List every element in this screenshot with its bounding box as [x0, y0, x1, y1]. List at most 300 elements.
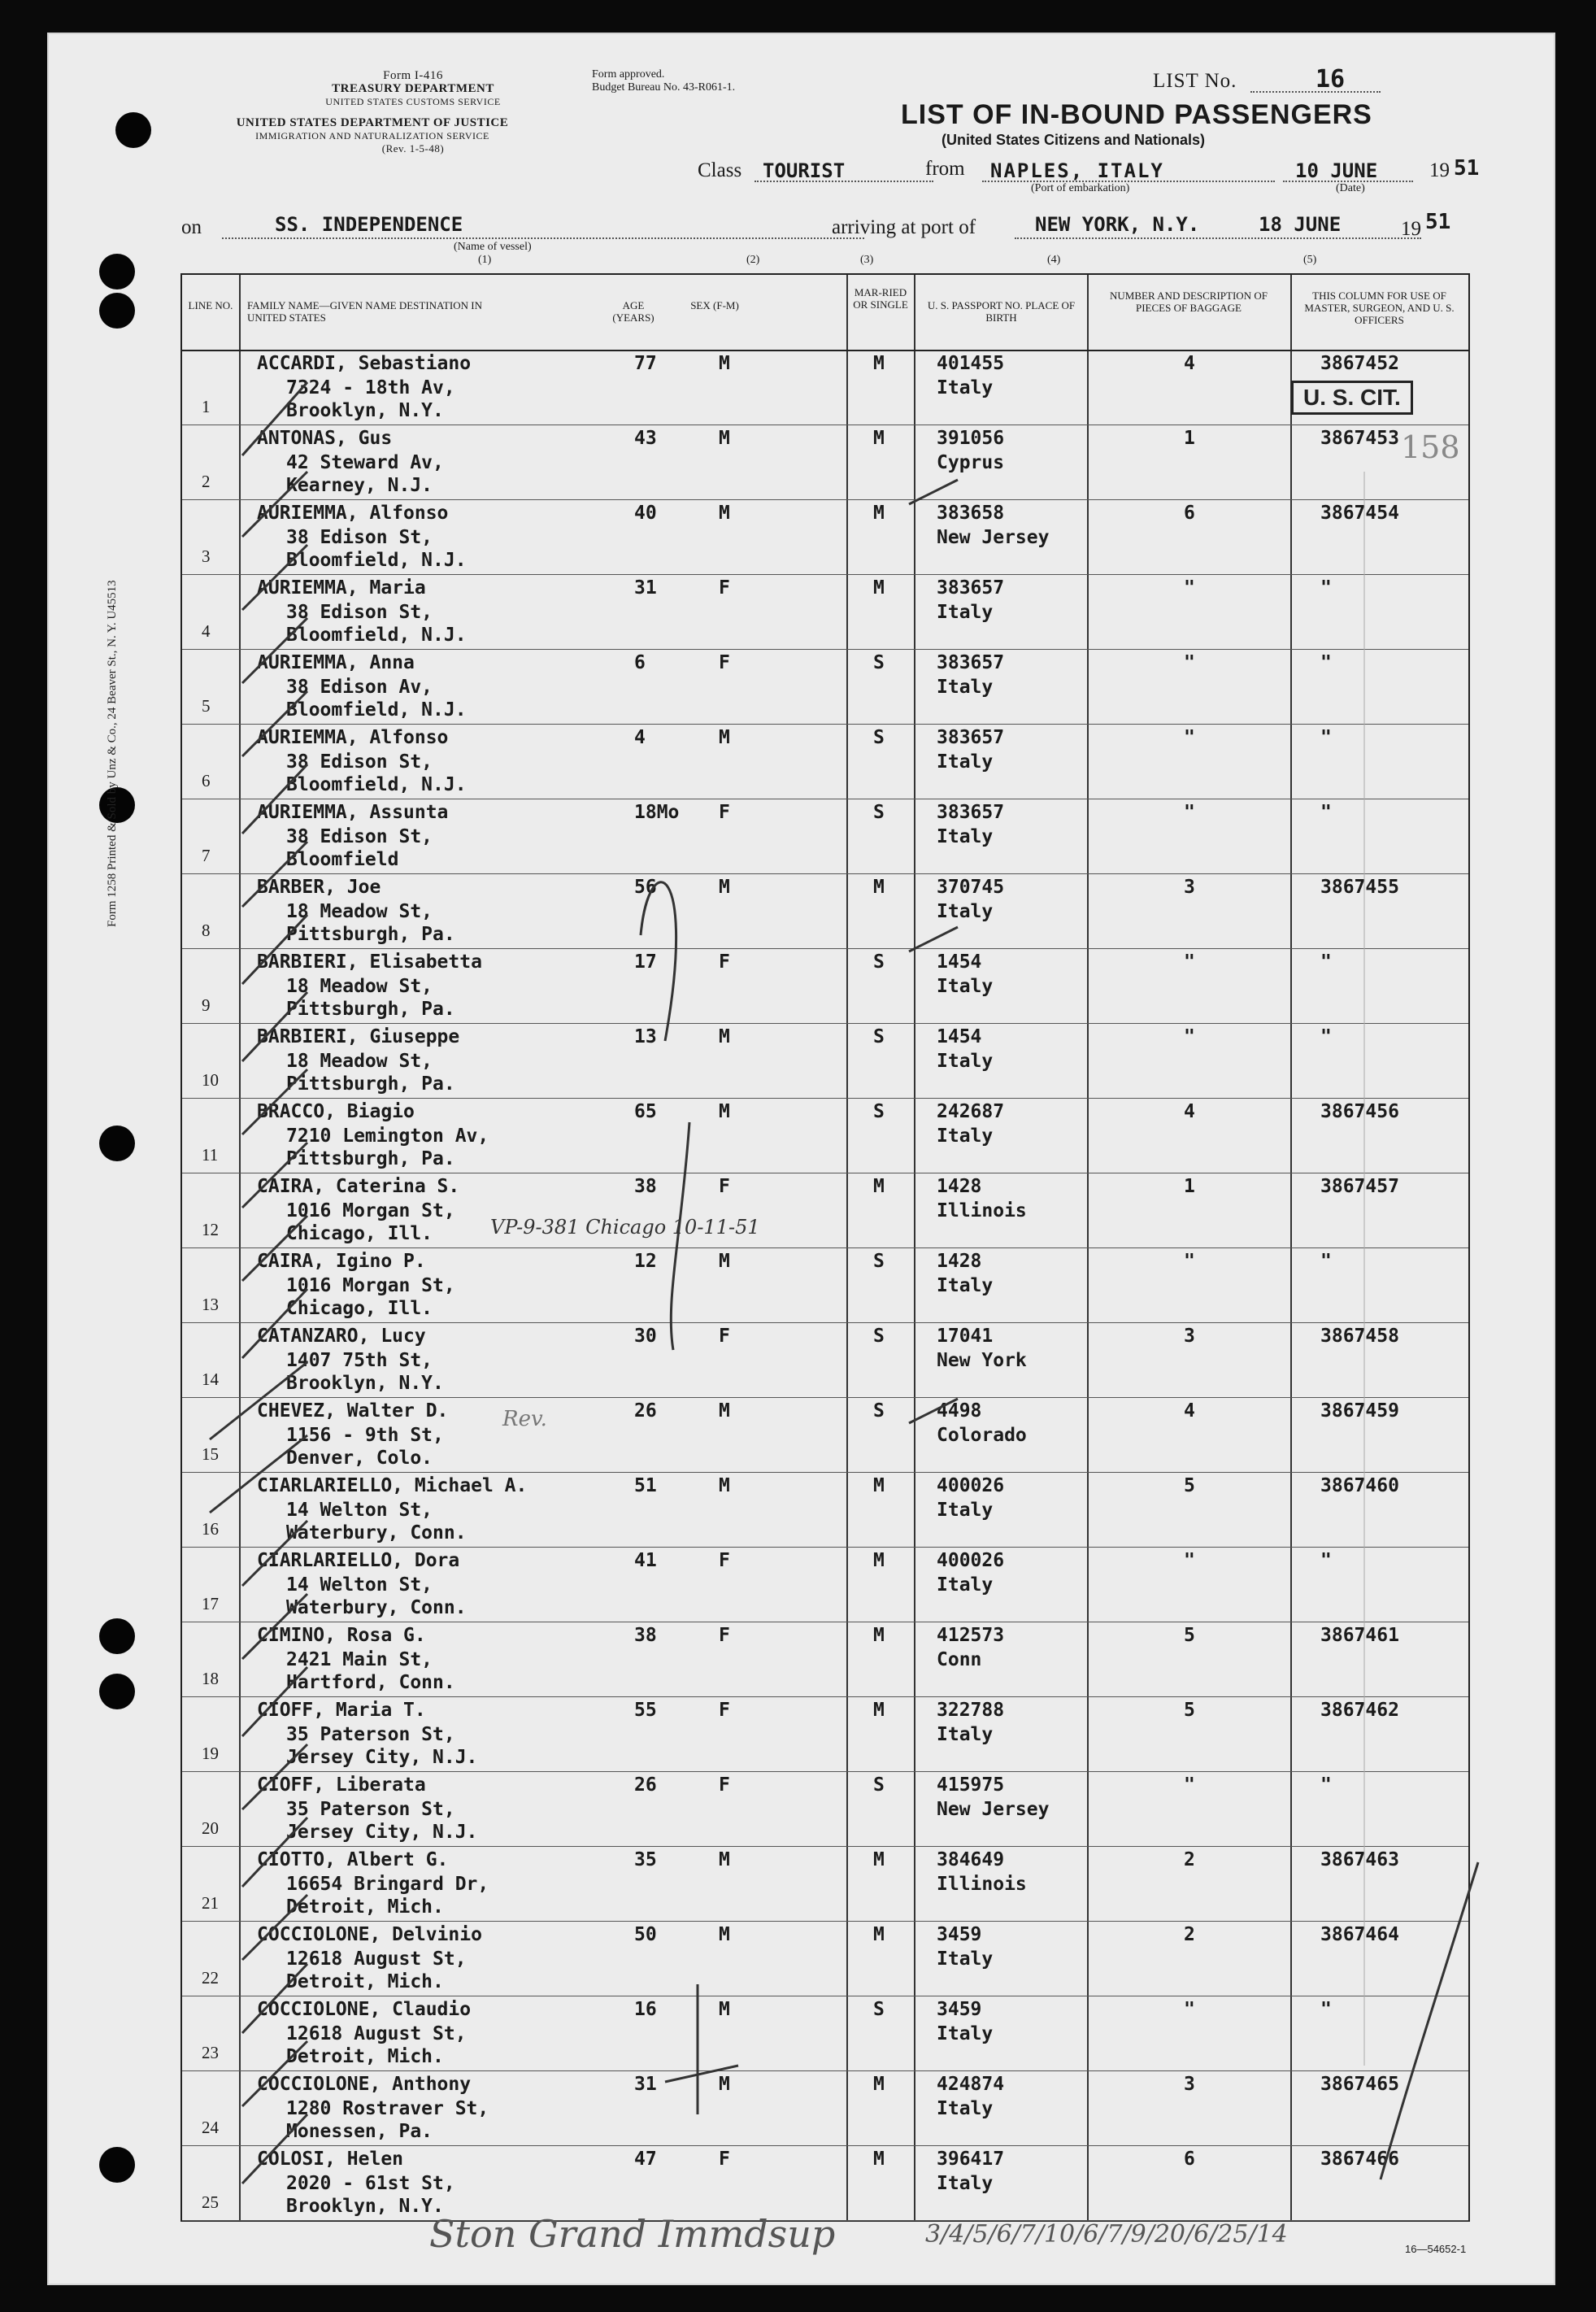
sex: F [719, 951, 730, 973]
side-printer-text: Form 1258 Printed & Sold by Unz & Co., 24 Beaver St., N. Y. U45513 [106, 580, 119, 927]
passport-number: 391056 [937, 428, 1005, 449]
passenger-name: ANTONAS, Gus [257, 428, 393, 449]
address-street: 2020 - 61st St, [286, 2173, 455, 2194]
marital-status: S [873, 652, 885, 673]
sex: F [719, 1550, 730, 1571]
officer-number: " [1320, 951, 1332, 973]
line-number: 4 [202, 621, 211, 641]
arrival-year: 51 [1425, 210, 1451, 234]
handwritten-note-chevez: Rev. [502, 1407, 547, 1431]
page-subtitle: (United States Citizens and Nationals) [942, 132, 1206, 148]
marital-status: M [873, 577, 885, 599]
col-line: LINE NO. [188, 299, 233, 311]
line-number: 19 [202, 1744, 219, 1763]
marital-status: S [873, 727, 885, 748]
address-street: 18 Meadow St, [286, 1051, 433, 1072]
passenger-name: CATANZARO, Lucy [257, 1326, 426, 1347]
marital-status: M [873, 353, 885, 374]
birth-place: Illinois [937, 1874, 1027, 1895]
baggage-count: 6 [1184, 503, 1195, 524]
age: 50 [634, 1924, 657, 1945]
baggage-count: 1 [1184, 1176, 1195, 1197]
customs-service: UNITED STATES CUSTOMS SERVICE [325, 96, 501, 107]
col-num-passport: (3) [860, 254, 874, 266]
address-city: Kearney, N.J. [286, 475, 433, 496]
age: 4 [634, 727, 646, 748]
birth-place: Italy [937, 677, 994, 698]
passport-number: 370745 [937, 877, 1005, 898]
sex: F [719, 1176, 730, 1197]
sex: M [719, 1251, 730, 1272]
address-city: Jersey City, N.J. [286, 1747, 478, 1768]
officer-number: " [1320, 1251, 1332, 1272]
passenger-name: COLOSI, Helen [257, 2149, 404, 2170]
page-title: LIST OF IN-BOUND PASSENGERS [901, 99, 1372, 130]
address-city: Brooklyn, N.Y. [286, 1373, 444, 1394]
line-number: 24 [202, 2118, 219, 2137]
address-city: Waterbury, Conn. [286, 1597, 467, 1618]
passenger-name: AURIEMMA, Alfonso [257, 727, 449, 748]
marital-status: S [873, 1251, 885, 1272]
baggage-count: 3 [1184, 2074, 1195, 2095]
sex: M [719, 353, 730, 374]
baggage-count: 5 [1184, 1700, 1195, 1721]
officer-number: " [1320, 577, 1332, 599]
age: 43 [634, 428, 657, 449]
baggage-count: " [1184, 1550, 1195, 1571]
marital-status: M [873, 503, 885, 524]
address-street: 18 Meadow St, [286, 901, 433, 922]
officer-number: 3867452 [1320, 353, 1399, 374]
baggage-count: " [1184, 727, 1195, 748]
sex: M [719, 1849, 730, 1870]
address-city: Bloomfield, N.J. [286, 774, 467, 795]
birth-place: New Jersey [937, 1799, 1050, 1820]
passport-number: 383657 [937, 652, 1005, 673]
line-number: 20 [202, 1818, 219, 1838]
passport-number: 384649 [937, 1849, 1005, 1870]
passport-number: 412573 [937, 1625, 1005, 1646]
passport-number: 383658 [937, 503, 1005, 524]
address-street: 7210 Lemington Av, [286, 1126, 489, 1147]
budget-bureau: Budget Bureau No. 43-R061-1. [592, 81, 736, 94]
age: 17 [634, 951, 657, 973]
passport-number: 1454 [937, 1026, 982, 1047]
line-number: 16 [202, 1519, 219, 1539]
passport-number: 242687 [937, 1101, 1005, 1122]
col-num-officer: (5) [1303, 254, 1317, 266]
age: 56 [634, 877, 657, 898]
line-number: 6 [202, 771, 211, 790]
marital-status: S [873, 1999, 885, 2020]
passenger-name: CAIRA, Caterina S. [257, 1176, 460, 1197]
address-street: 42 Steward Av, [286, 452, 444, 473]
age: 38 [634, 1176, 657, 1197]
form-revision: (Rev. 1-5-48) [381, 142, 445, 155]
class-value: TOURIST [763, 159, 846, 182]
officer-number: " [1320, 1026, 1332, 1047]
age: 40 [634, 503, 657, 524]
address-street: 38 Edison St, [286, 527, 433, 548]
baggage-count: 3 [1184, 877, 1195, 898]
address-city: Denver, Colo. [286, 1448, 433, 1469]
col-sex: SEX (F-M) [690, 299, 739, 311]
sex: M [719, 1924, 730, 1945]
passenger-name: COCCIOLONE, Anthony [257, 2074, 472, 2095]
passport-number: 17041 [937, 1326, 994, 1347]
age: 35 [634, 1849, 657, 1870]
line-number: 22 [202, 1968, 219, 1988]
class-label: Class [698, 159, 742, 181]
sex: M [719, 428, 730, 449]
sex: M [719, 503, 730, 524]
marital-status: M [873, 1550, 885, 1571]
on-label: on [181, 216, 202, 238]
officer-number: " [1320, 652, 1332, 673]
address-street: 1016 Morgan St, [286, 1275, 455, 1296]
sex: M [719, 1475, 730, 1496]
birth-place: Italy [937, 1500, 994, 1521]
address-city: Jersey City, N.J. [286, 1822, 478, 1843]
form-id: Form I-416 [383, 69, 443, 82]
vessel-col-num: (1) [478, 254, 492, 266]
age: 30 [634, 1326, 657, 1347]
age: 41 [634, 1550, 657, 1571]
sex: F [719, 1774, 730, 1796]
line-number: 18 [202, 1669, 219, 1688]
address-street: 14 Welton St, [286, 1500, 433, 1521]
sex: M [719, 1999, 730, 2020]
birth-place: Cyprus [937, 452, 1005, 473]
marital-status: M [873, 1849, 885, 1870]
address-city: Pittsburgh, Pa. [286, 1148, 455, 1169]
officer-number: 3867457 [1320, 1176, 1399, 1197]
birth-place: Italy [937, 976, 994, 997]
baggage-count: " [1184, 1999, 1195, 2020]
ins-service: IMMIGRATION AND NATURALIZATION SERVICE [255, 130, 489, 142]
sex: M [719, 1101, 730, 1122]
birth-place: Italy [937, 1948, 994, 1970]
address-street: 1280 Rostraver St, [286, 2098, 489, 2119]
officer-number: " [1320, 727, 1332, 748]
birth-place: Italy [937, 1275, 994, 1296]
from-value: NAPLES, ITALY [990, 159, 1164, 182]
sex: M [719, 2074, 730, 2095]
officer-number: 3867466 [1320, 2149, 1399, 2170]
passenger-name: CHEVEZ, Walter D. [257, 1400, 449, 1422]
arrival-year-prefix: 19 [1401, 218, 1421, 240]
baggage-count: 5 [1184, 1625, 1195, 1646]
age: 47 [634, 2149, 657, 2170]
birth-place: Italy [937, 1051, 994, 1072]
officer-number: " [1320, 1550, 1332, 1571]
sex: M [719, 1400, 730, 1422]
address-street: 12618 August St, [286, 2023, 467, 2044]
address-city: Brooklyn, N.Y. [286, 400, 444, 421]
vessel-caption: (Name of vessel) [454, 241, 532, 253]
from-label: from [925, 158, 965, 180]
date-caption: (Date) [1336, 182, 1365, 194]
address-street: 35 Paterson St, [286, 1724, 455, 1745]
passport-number: 415975 [937, 1774, 1005, 1796]
address-city: Brooklyn, N.Y. [286, 2196, 444, 2217]
officer-number: 3867460 [1320, 1475, 1399, 1496]
address-street: 38 Edison St, [286, 826, 433, 847]
address-city: Detroit, Mich. [286, 2046, 444, 2067]
col-num-baggage: (4) [1047, 254, 1061, 266]
passenger-name: CIARLARIELLO, Michael A. [257, 1475, 528, 1496]
age: 31 [634, 2074, 657, 2095]
marital-status: S [873, 1400, 885, 1422]
birth-place: Italy [937, 1126, 994, 1147]
officer-number: 3867462 [1320, 1700, 1399, 1721]
margin-number: 158 [1401, 429, 1460, 465]
passenger-name: BARBER, Joe [257, 877, 381, 898]
birth-place: Illinois [937, 1200, 1027, 1221]
baggage-count: 6 [1184, 2149, 1195, 2170]
birth-place: Colorado [937, 1425, 1027, 1446]
address-city: Pittsburgh, Pa. [286, 1073, 455, 1095]
baggage-count: 2 [1184, 1924, 1195, 1945]
passport-number: 400026 [937, 1475, 1005, 1496]
address-street: 2421 Main St, [286, 1649, 433, 1670]
address-city: Bloomfield [286, 849, 399, 870]
address-city: Hartford, Conn. [286, 1672, 455, 1693]
age: 26 [634, 1400, 657, 1422]
officer-number: 3867455 [1320, 877, 1399, 898]
line-number: 1 [202, 397, 211, 416]
address-street: 35 Paterson St, [286, 1799, 455, 1820]
passport-number: 1428 [937, 1251, 982, 1272]
address-street: 18 Meadow St, [286, 976, 433, 997]
passenger-name: CIMINO, Rosa G. [257, 1625, 426, 1646]
passenger-name: AURIEMMA, Anna [257, 652, 415, 673]
col-baggage: NUMBER AND DESCRIPTION OF PIECES OF BAGGAGE [1110, 290, 1268, 314]
footer-code: 16—54652-1 [1405, 2243, 1467, 2255]
baggage-count: 4 [1184, 1101, 1195, 1122]
address-city: Monessen, Pa. [286, 2121, 433, 2142]
baggage-count: 4 [1184, 1400, 1195, 1422]
marital-status: S [873, 1774, 885, 1796]
passport-number: 400026 [937, 1550, 1005, 1571]
marital-status: S [873, 1326, 885, 1347]
marital-status: S [873, 951, 885, 973]
sex: F [719, 1700, 730, 1721]
line-number: 9 [202, 995, 211, 1015]
officer-number: 3867456 [1320, 1101, 1399, 1122]
marital-status: M [873, 1625, 885, 1646]
passenger-name: CIOFF, Maria T. [257, 1700, 426, 1721]
age: 65 [634, 1101, 657, 1122]
passenger-name: BARBIERI, Giuseppe [257, 1026, 460, 1047]
age: 6 [634, 652, 646, 673]
line-number: 2 [202, 472, 211, 491]
line-number: 3 [202, 546, 211, 566]
birth-place: Conn [937, 1649, 982, 1670]
sex: F [719, 652, 730, 673]
sex: F [719, 577, 730, 599]
line-number: 14 [202, 1369, 219, 1389]
baggage-count: 1 [1184, 428, 1195, 449]
address-street: 38 Edison St, [286, 751, 433, 773]
passenger-name: AURIEMMA, Alfonso [257, 503, 449, 524]
baggage-count: 2 [1184, 1849, 1195, 1870]
marital-status: M [873, 2074, 885, 2095]
line-number: 23 [202, 2043, 219, 2062]
passenger-name: COCCIOLONE, Delvinio [257, 1924, 482, 1945]
baggage-count: " [1184, 1774, 1195, 1796]
passenger-name: AURIEMMA, Assunta [257, 802, 449, 823]
officer-number: 3867461 [1320, 1625, 1399, 1646]
line-number: 11 [202, 1145, 219, 1165]
line-number: 13 [202, 1295, 219, 1314]
birth-place: Italy [937, 901, 994, 922]
address-city: Chicago, Ill. [286, 1223, 433, 1244]
line-number: 17 [202, 1594, 219, 1613]
age: 13 [634, 1026, 657, 1047]
col-officer: THIS COLUMN FOR USE OF MASTER, SURGEON, AND U. S. OFFICERS [1304, 290, 1455, 326]
passport-number: 383657 [937, 727, 1005, 748]
address-city: Detroit, Mich. [286, 1896, 444, 1918]
handwritten-signature: Ston Grand Immdsup [429, 2212, 836, 2256]
list-no-value: 16 [1316, 65, 1346, 94]
address-street: 38 Edison St, [286, 602, 433, 623]
port-caption: (Port of embarkation) [1031, 182, 1130, 194]
col-num-married: (2) [746, 254, 760, 266]
address-city: Bloomfield, N.J. [286, 699, 467, 721]
baggage-count: " [1184, 1251, 1195, 1272]
line-number: 8 [202, 921, 211, 940]
marital-status: M [873, 1176, 885, 1197]
handwritten-note-caira: VP-9-381 Chicago 10-11-51 [490, 1216, 760, 1239]
sex: F [719, 1326, 730, 1347]
passport-number: 1428 [937, 1176, 982, 1197]
passport-number: 383657 [937, 802, 1005, 823]
address-street: 1156 - 9th St, [286, 1425, 444, 1446]
passenger-name: CIOTTO, Albert G. [257, 1849, 449, 1870]
address-city: Waterbury, Conn. [286, 1522, 467, 1544]
line-number: 7 [202, 846, 211, 865]
vessel-name: SS. INDEPENDENCE [275, 213, 463, 236]
sex: F [719, 802, 730, 823]
passenger-name: ACCARDI, Sebastiano [257, 353, 472, 374]
passenger-name: CIOFF, Liberata [257, 1774, 426, 1796]
passport-number: 396417 [937, 2149, 1005, 2170]
address-street: 1407 75th St, [286, 1350, 433, 1371]
age: 26 [634, 1774, 657, 1796]
officer-number: 3867463 [1320, 1849, 1399, 1870]
officer-number: 3867459 [1320, 1400, 1399, 1422]
sex: M [719, 877, 730, 898]
age: 51 [634, 1475, 657, 1496]
line-number: 12 [202, 1220, 219, 1239]
address-city: Bloomfield, N.J. [286, 550, 467, 571]
birth-place: Italy [937, 2173, 994, 2194]
manifest-page [47, 33, 1555, 2285]
line-number: 5 [202, 696, 211, 716]
col-passport: U. S. PASSPORT NO. PLACE OF BIRTH [927, 299, 1076, 324]
address-city: Pittsburgh, Pa. [286, 999, 455, 1020]
sex: F [719, 1625, 730, 1646]
baggage-count: " [1184, 652, 1195, 673]
baggage-count: 4 [1184, 353, 1195, 374]
address-street: 12618 August St, [286, 1948, 467, 1970]
marital-status: S [873, 802, 885, 823]
line-number: 25 [202, 2192, 219, 2212]
birth-place: Italy [937, 826, 994, 847]
justice-dept: UNITED STATES DEPARTMENT OF JUSTICE [236, 116, 509, 129]
age: 12 [634, 1251, 657, 1272]
birth-place: Italy [937, 2023, 994, 2044]
birth-place: Italy [937, 751, 994, 773]
marital-status: M [873, 1924, 885, 1945]
arrival-port: NEW YORK, N.Y. [1035, 213, 1200, 236]
passenger-name: AURIEMMA, Maria [257, 577, 426, 599]
sex: M [719, 1026, 730, 1047]
passport-number: 322788 [937, 1700, 1005, 1721]
passport-number: 4498 [937, 1400, 982, 1422]
address-city: Chicago, Ill. [286, 1298, 433, 1319]
officer-number: 3867454 [1320, 503, 1399, 524]
marital-status: M [873, 2149, 885, 2170]
birth-place: Italy [937, 377, 994, 398]
address-street: 1016 Morgan St, [286, 1200, 455, 1221]
treasury-dept: TREASURY DEPARTMENT [332, 82, 494, 95]
officer-number: " [1320, 1999, 1332, 2020]
birth-place: Italy [937, 2098, 994, 2119]
us-citizen-stamp: U. S. CIT. [1291, 381, 1413, 415]
marital-status: M [873, 1475, 885, 1496]
address-street: 16654 Bringard Dr, [286, 1874, 489, 1895]
passenger-name: COCCIOLONE, Claudio [257, 1999, 472, 2020]
officer-number: 3867464 [1320, 1924, 1399, 1945]
passport-number: 3459 [937, 1924, 982, 1945]
passenger-name: BARBIERI, Elisabetta [257, 951, 482, 973]
birth-place: Italy [937, 602, 994, 623]
birth-place: New Jersey [937, 527, 1050, 548]
baggage-count: " [1184, 577, 1195, 599]
passport-number: 383657 [937, 577, 1005, 599]
line-number: 10 [202, 1070, 219, 1090]
list-no-label: LIST No. [1153, 70, 1237, 92]
baggage-count: 3 [1184, 1326, 1195, 1347]
birth-place: Italy [937, 1724, 994, 1745]
line-number: 21 [202, 1893, 219, 1913]
age: 31 [634, 577, 657, 599]
age: 18Mo [634, 802, 680, 823]
passport-number: 401455 [937, 353, 1005, 374]
officer-number: " [1320, 1774, 1332, 1796]
arriving-label: arriving at port of [832, 216, 976, 238]
address-street: 38 Edison Av, [286, 677, 433, 698]
baggage-count: " [1184, 1026, 1195, 1047]
age: 16 [634, 1999, 657, 2020]
handwritten-tally: 3/4/5/6/7/10/6/7/9/20/6/25/14 [925, 2220, 1288, 2249]
address-city: Detroit, Mich. [286, 1971, 444, 1992]
address-city: Pittsburgh, Pa. [286, 924, 455, 945]
col-married: MAR-RIED OR SINGLE [853, 286, 908, 311]
sex: F [719, 2149, 730, 2170]
arrival-date: 18 JUNE [1259, 213, 1342, 236]
age: 77 [634, 353, 657, 374]
address-city: Bloomfield, N.J. [286, 625, 467, 646]
marital-status: M [873, 877, 885, 898]
date-year: 51 [1454, 156, 1480, 181]
col-age: AGE (YEARS) [612, 299, 654, 324]
passenger-name: BRACCO, Biagio [257, 1101, 415, 1122]
check-marks [47, 33, 1555, 2285]
address-street: 14 Welton St, [286, 1574, 433, 1596]
